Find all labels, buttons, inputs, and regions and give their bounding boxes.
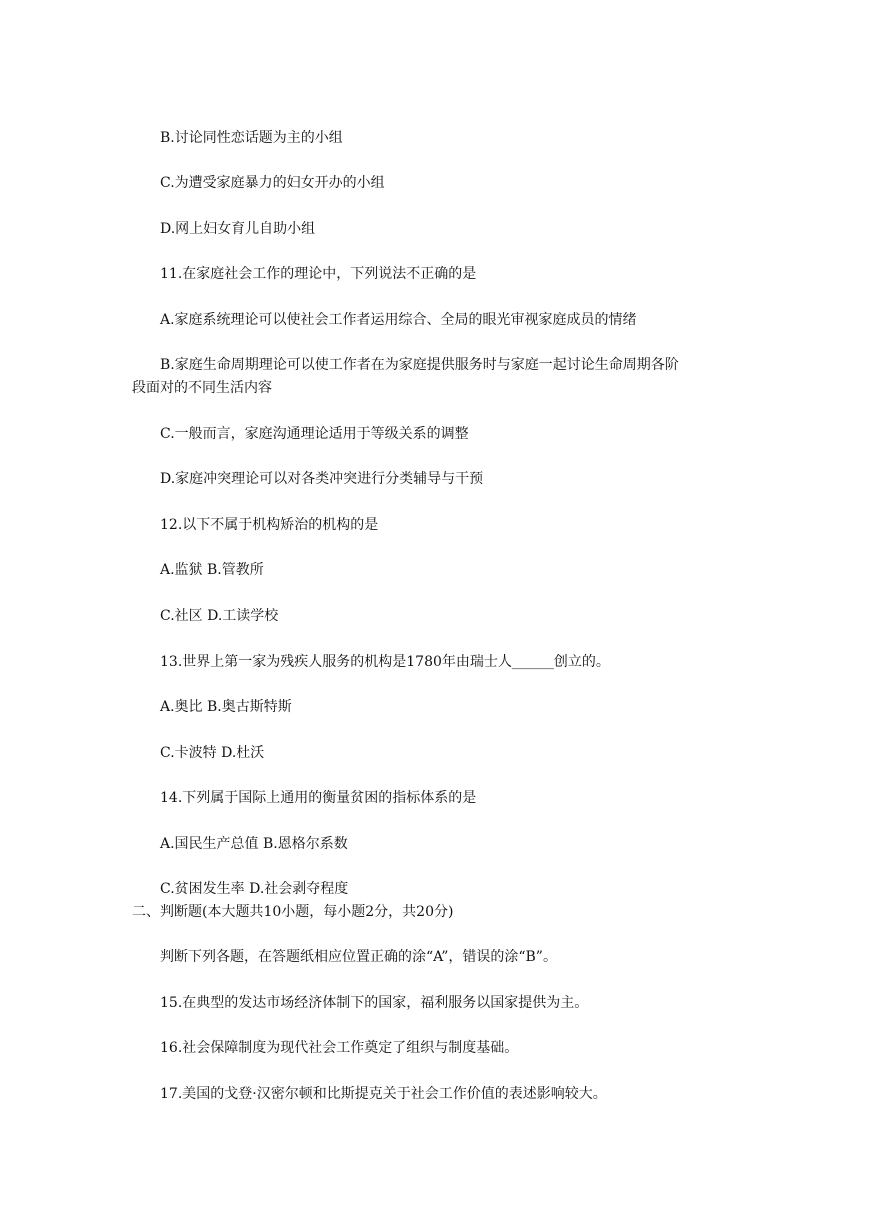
question-16: 16.社会保障制度为现代社会工作奠定了组织与制度基础。 (160, 1040, 519, 1056)
option-d-q11: D.家庭冲突理论可以对各类冲突进行分类辅导与干预 (160, 471, 484, 487)
question-11: 11.在家庭社会工作的理论中，下列说法不正确的是 (160, 266, 477, 282)
options-ab-q13: A.奥比 B.奥古斯特斯 (160, 699, 292, 715)
question-15: 15.在典型的发达市场经济体制下的国家，福利服务以国家提供为主。 (160, 995, 589, 1011)
option-b-q11: B.家庭生命周期理论可以使工作者在为家庭提供服务时与家庭一起讨论生命周期各阶 (160, 357, 679, 373)
section-heading-true-false: 二、判断题(本大题共10小题，每小题2分，共20分) (132, 904, 454, 920)
option-b-q11-cont: 段面对的不同生活内容 (132, 380, 272, 396)
options-ab-q14: A.国民生产总值 B.恩格尔系数 (160, 836, 348, 852)
option-d-q10: D.网上妇女育儿自助小组 (160, 221, 316, 237)
option-c-q11: C.一般而言，家庭沟通理论适用于等级关系的调整 (160, 426, 469, 442)
question-13: 13.世界上第一家为残疾人服务的机构是1780年由瑞士人______创立的。 (160, 654, 610, 670)
question-17: 17.美国的戈登·汉密尔顿和比斯提克关于社会工作价值的表述影响较大。 (160, 1086, 607, 1102)
options-cd-q14: C.贫困发生率 D.社会剥夺程度 (160, 881, 349, 897)
section-instructions: 判断下列各题，在答题纸相应位置正确的涂“A”，错误的涂“B”。 (160, 949, 557, 965)
option-c-q10: C.为遭受家庭暴力的妇女开办的小组 (160, 175, 385, 191)
options-cd-q13: C.卡波特 D.杜沃 (160, 745, 265, 761)
options-ab-q12: A.监狱 B.管教所 (160, 562, 264, 578)
option-a-q11: A.家庭系统理论可以使社会工作者运用综合、全局的眼光审视家庭成员的情绪 (160, 312, 637, 328)
option-b-q10: B.讨论同性恋话题为主的小组 (160, 130, 343, 146)
question-14: 14.下列属于国际上通用的衡量贫困的指标体系的是 (160, 790, 477, 806)
question-12: 12.以下不属于机构矫治的机构的是 (160, 517, 379, 533)
options-cd-q12: C.社区 D.工读学校 (160, 608, 279, 624)
